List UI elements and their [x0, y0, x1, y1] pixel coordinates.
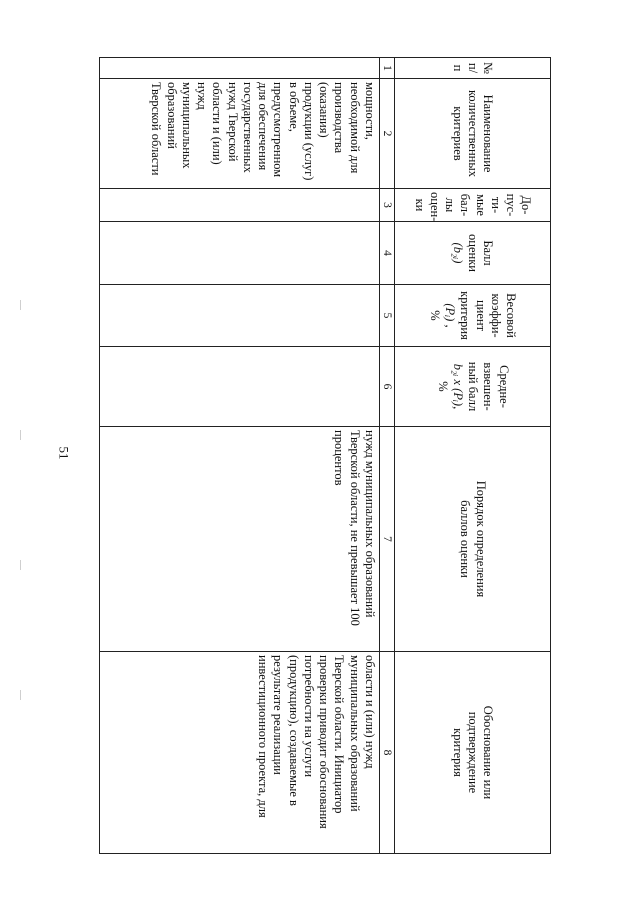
- cell-criteria-name: мощности, необходимой для производства (оказания) продукции (услуг) в объеме, предусмотренном для обеспечения государственных нужд Тверской области и (или) нужд муниципальных образований Тверской области: [100, 79, 380, 189]
- header-cell-scoring-procedure: Порядок определения баллов оценки: [395, 427, 551, 652]
- cell-allowed-scores: [100, 189, 380, 222]
- column-number: 8: [379, 652, 394, 854]
- header-cell-weighted-score: Средне- взвешен- ный балл b₂ᵢ x (Pᵢ), %: [395, 347, 551, 427]
- scan-mark: [20, 690, 21, 700]
- header-cell-score: Балл оценки (b₂ᵢ): [395, 222, 551, 285]
- cell-justification: области и (или) нужд муниципальных образований Тверской области. Инициатор проверки приводит обоснования потребности на услуги (продукцию), создаваемые в результате реализации инвестиционного проекта, для: [100, 652, 380, 854]
- column-number: 5: [379, 285, 394, 347]
- column-number: 1: [379, 58, 394, 79]
- page-number: 51: [56, 446, 72, 460]
- table-row: [100, 58, 380, 854]
- criteria-table-container: [99, 57, 551, 853]
- column-number-row: [379, 58, 394, 854]
- column-number: 4: [379, 222, 394, 285]
- header-cell-weight: Весовой коэффи- циент критерия (Pᵢ) , %: [395, 285, 551, 347]
- header-cell-criteria-name: Наименование количественных критериев: [395, 79, 551, 189]
- cell-weight: [100, 285, 380, 347]
- cell-scoring-procedure: нужд муниципальных образований Тверской области, не превышает 100 процентов: [100, 427, 380, 652]
- header-cell-allowed-scores: До- пус- ти- мые бал- лы оцен- ки: [395, 189, 551, 222]
- header-row: [395, 58, 551, 854]
- cell-weighted-score: [100, 347, 380, 427]
- column-number: 6: [379, 347, 394, 427]
- column-number: 2: [379, 79, 394, 189]
- cell-number: [100, 58, 380, 79]
- column-number: 7: [379, 427, 394, 652]
- cell-score: [100, 222, 380, 285]
- scan-mark: [20, 560, 21, 570]
- criteria-table-rotated: [99, 57, 551, 853]
- criteria-table: [99, 57, 551, 854]
- column-number: 3: [379, 189, 394, 222]
- scan-mark: [20, 430, 21, 440]
- scan-mark: [20, 300, 21, 310]
- header-cell-number: № п/ п: [395, 58, 551, 79]
- header-cell-justification: Обоснование или подтверждение критерия: [395, 652, 551, 854]
